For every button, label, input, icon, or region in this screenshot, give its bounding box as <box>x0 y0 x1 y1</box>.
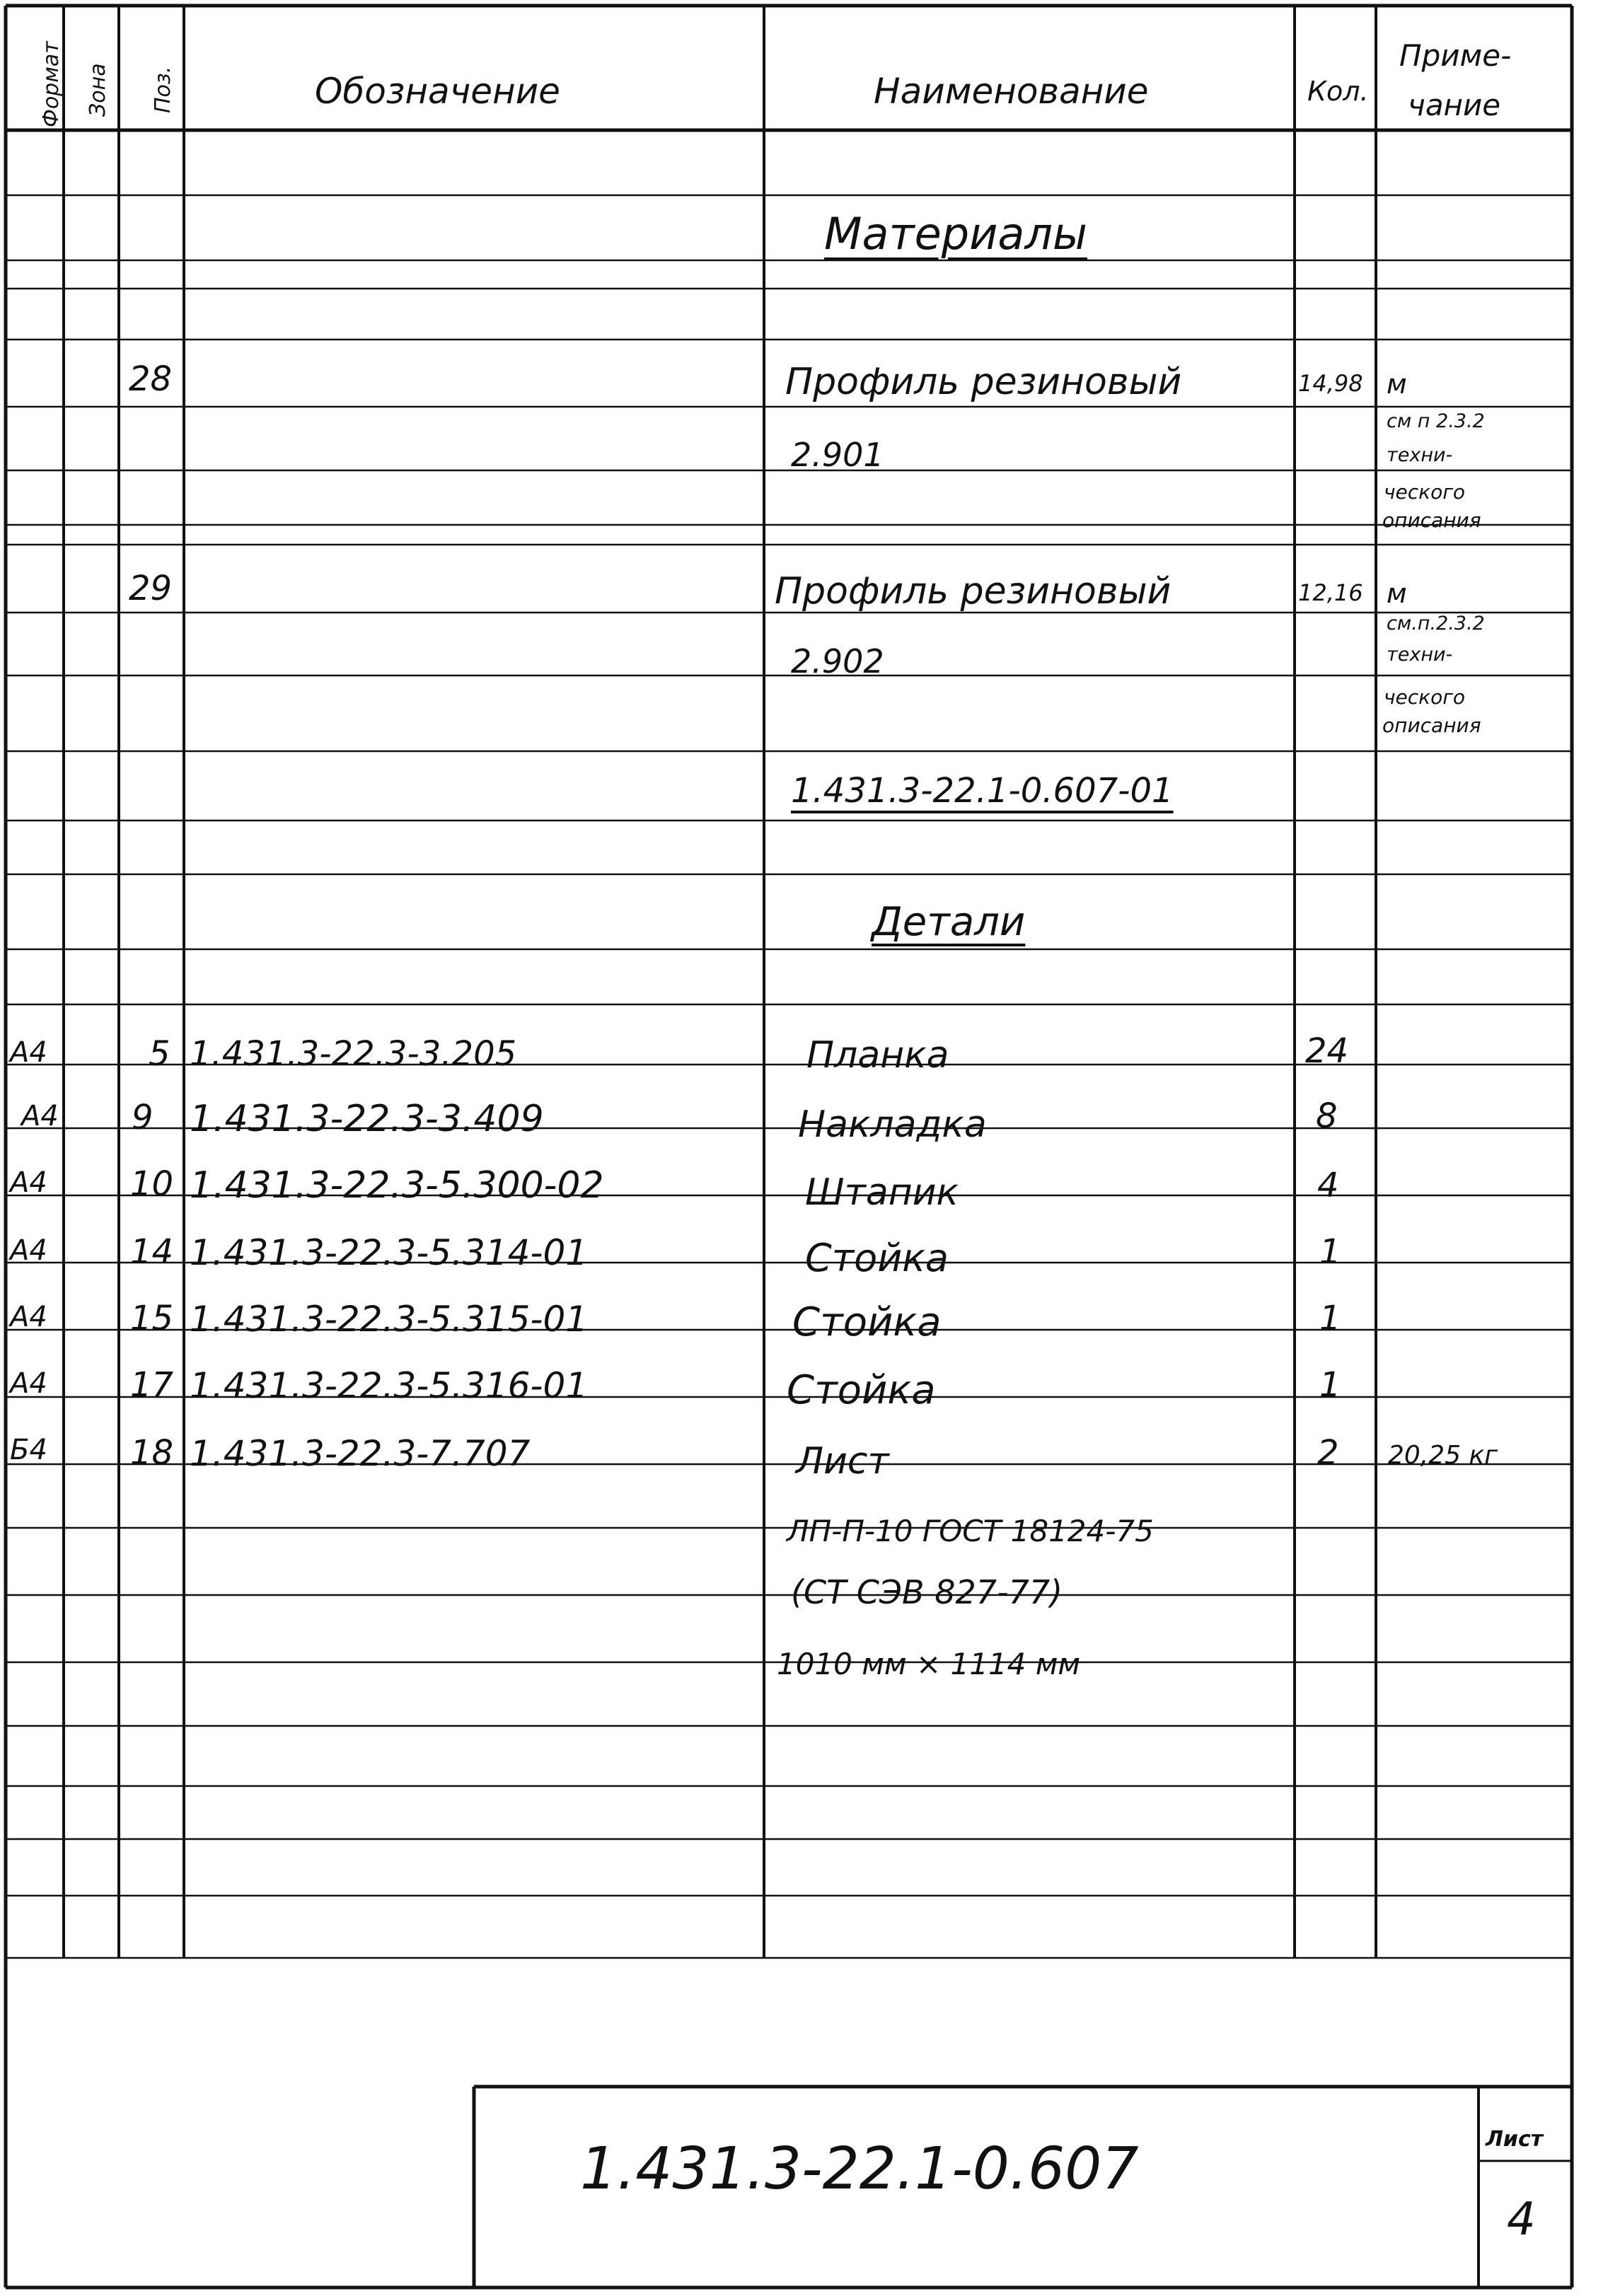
detail-name: Планка <box>806 1034 949 1077</box>
title-block-document-code: 1.431.3-22.1-0.607 <box>580 2135 1139 2203</box>
material-unit: м <box>1387 369 1407 400</box>
detail-designation: 1.431.3-22.3-5.316-01 <box>190 1365 589 1406</box>
detail-format: А4 <box>10 1234 47 1267</box>
material-pos: 29 <box>129 569 173 608</box>
material-note-line: ческого <box>1384 480 1466 504</box>
material-note-line: техни- <box>1387 444 1453 466</box>
detail-designation: 1.431.3-22.3-5.315-01 <box>190 1299 589 1340</box>
material-code: 2.901 <box>791 436 884 474</box>
detail-format: А4 <box>10 1166 47 1199</box>
material-qty: 14,98 <box>1298 370 1363 397</box>
detail-name: Стойка <box>805 1236 949 1280</box>
material-note-line: см п 2.3.2 <box>1387 410 1485 432</box>
detail-format: А4 <box>10 1367 47 1400</box>
sheet-spec-line: (СТ СЭВ 827-77) <box>791 1573 1063 1611</box>
detail-designation: 1.431.3-22.3-5.300-02 <box>190 1164 604 1207</box>
detail-pos: 17 <box>130 1365 174 1405</box>
detail-qty: 1 <box>1319 1365 1341 1405</box>
section-title-materials: Материалы <box>824 208 1087 260</box>
detail-name: Стойка <box>792 1299 942 1345</box>
detail-format: Б4 <box>10 1434 47 1466</box>
detail-format: А4 <box>21 1100 59 1132</box>
material-note-line: ческого <box>1384 685 1466 709</box>
material-note-line: описания <box>1382 714 1481 737</box>
section-title-details: Детали <box>872 899 1026 945</box>
material-qty: 12,16 <box>1298 579 1363 606</box>
detail-pos: 9 <box>132 1098 154 1137</box>
detail-qty: 2 <box>1317 1433 1339 1473</box>
detail-name: Накладка <box>798 1103 987 1146</box>
header-name: Наименование <box>874 71 1149 112</box>
detail-designation: 1.431.3-22.3-7.707 <box>190 1433 531 1474</box>
section-title-variant: 1.431.3-22.1-0.607-01 <box>791 771 1174 811</box>
detail-designation: 1.431.3-22.3-3.205 <box>190 1034 517 1074</box>
material-note-line: см.п.2.3.2 <box>1387 613 1485 634</box>
detail-qty: 24 <box>1305 1031 1349 1071</box>
detail-name: Лист <box>796 1440 889 1483</box>
detail-pos: 18 <box>130 1433 174 1473</box>
material-name: Профиль резиновый <box>785 361 1182 403</box>
material-note-line: техни- <box>1387 644 1453 666</box>
detail-qty: 4 <box>1317 1166 1339 1205</box>
header-pos: Поз. <box>151 66 175 113</box>
header-format: Формат <box>39 41 64 127</box>
detail-pos: 10 <box>130 1164 174 1204</box>
title-block-sheet-number: 4 <box>1507 2193 1536 2246</box>
title-block-sheet-label: Лист <box>1486 2127 1544 2152</box>
material-note-line: описания <box>1382 509 1481 532</box>
detail-qty: 1 <box>1319 1232 1341 1272</box>
header-designation: Обозначение <box>315 71 560 112</box>
sheet-spec-line: ЛП-П-10 ГОСТ 18124-75 <box>787 1514 1154 1548</box>
material-code: 2.902 <box>791 642 884 680</box>
detail-note: 20,25 кг <box>1388 1441 1498 1470</box>
detail-qty: 8 <box>1316 1096 1338 1136</box>
sheet-spec-line: 1010 мм × 1114 мм <box>777 1647 1081 1681</box>
detail-format: А4 <box>10 1301 47 1333</box>
detail-designation: 1.431.3-22.3-5.314-01 <box>190 1232 589 1273</box>
detail-pos: 14 <box>130 1232 174 1272</box>
detail-designation: 1.431.3-22.3-3.409 <box>190 1098 544 1140</box>
detail-pos: 5 <box>149 1034 170 1074</box>
header-qty: Кол. <box>1307 76 1369 107</box>
detail-pos: 15 <box>130 1299 174 1338</box>
header-note-line2: чание <box>1408 88 1501 122</box>
detail-name: Штапик <box>805 1171 959 1214</box>
header-note-line1: Приме- <box>1399 38 1512 73</box>
detail-name: Стойка <box>787 1367 936 1413</box>
material-unit: м <box>1387 578 1407 609</box>
material-pos: 28 <box>129 359 173 399</box>
material-name: Профиль резиновый <box>775 570 1171 613</box>
detail-format: А4 <box>10 1036 47 1069</box>
detail-qty: 1 <box>1319 1299 1341 1338</box>
header-zone: Зона <box>86 63 110 117</box>
